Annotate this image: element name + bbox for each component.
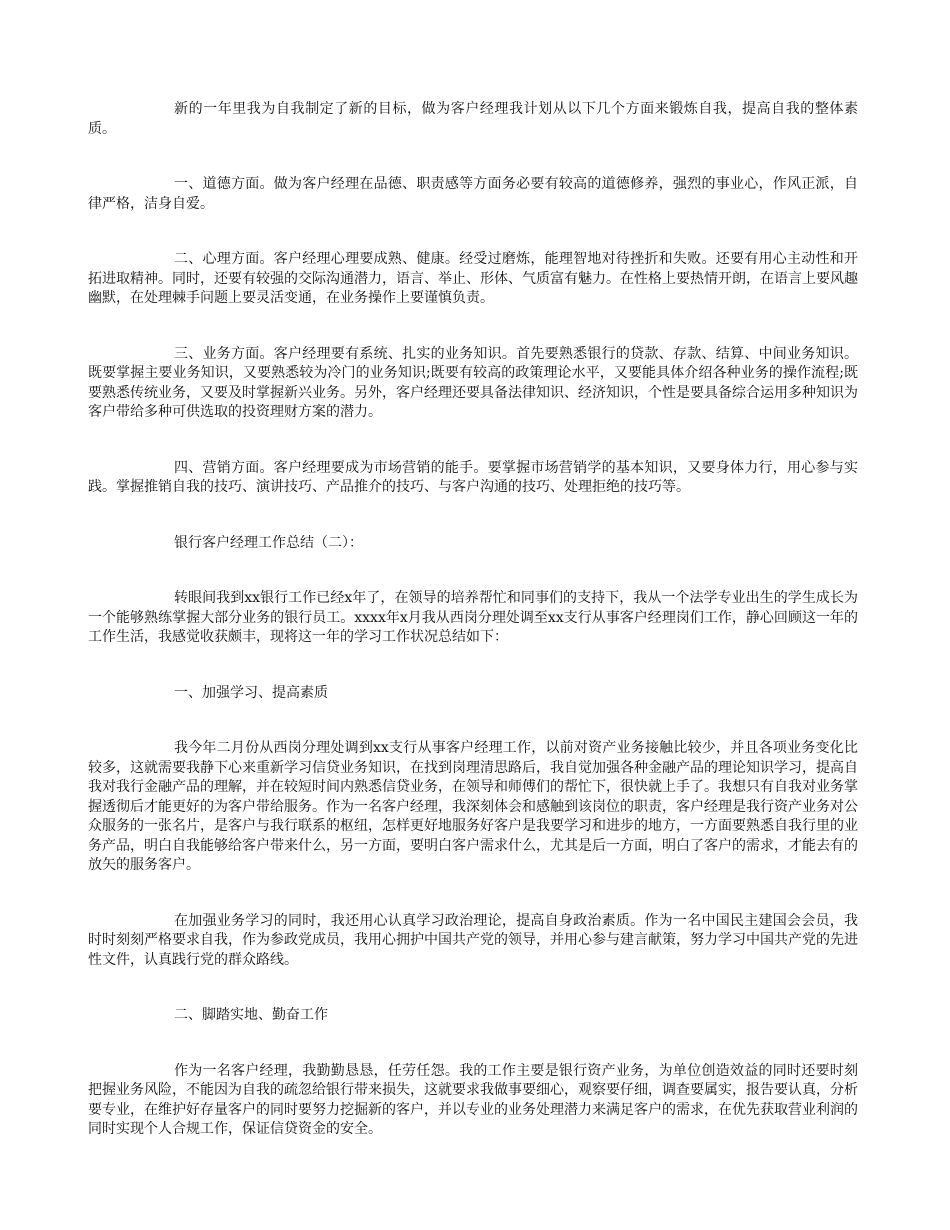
section-title: 银行客户经理工作总结（二）： [174, 534, 363, 551]
business-paragraph: 三、业务方面。客户经理要有系统、扎实的业务知识。首先要熟悉银行的贷款、存款、结算、中间业务知识。既要掌握主要业务知识，又要熟悉较为冷门的业务知识;既要有较高的政策理论水平，又要能具体介绍各种业务的操作流程;既要熟悉传统业务，又要及时掌握新兴业务。另外，客户经理还要具备法律知识、经济知识，个性是要具备综合运用多种知识为客户带给多种可供选取的投资理财方案的潜力。 [88, 345, 858, 420]
marketing-paragraph: 四、营销方面。客户经理要成为市场营销的能手。要掌握市场营销学的基本知识，又要身体力行，用心参与实践。掌握推销自我的技巧、演讲技巧、产品推介的技巧、与客户沟通的技巧、处理拒绝的技巧等。 [88, 459, 858, 495]
work-paragraph: 作为一名客户经理，我勤勤恳恳，任劳任怨。我的工作主要是银行资产业务，为单位创造效益的同时还要时刻把握业务风险，不能因为自我的疏忽给银行带来损失，这就要求我做事要细心，观察要仔细，调查要属实，报告要认真，分析要专业，在维护好存量客户的同时要努力挖掘新的客户，并以专业的业务处理潜力来满足客户的需求，在优先获取营业利润的同时实现个人合规工作，保证信贷资金的安全。 [88, 1062, 858, 1137]
politics-paragraph: 在加强业务学习的同时，我还用心认真学习政治理论，提高自身政治素质。作为一名中国民主建国会会员，我时时刻刻严格要求自我，作为参政党成员，我用心拥护中国共产党的领导，并用心参与建言献策，努力学习中国共产党的先进性文件，认真践行党的群众路线。 [88, 912, 858, 968]
morality-paragraph: 一、道德方面。做为客户经理在品德、职责感等方面务必要有较高的道德修养，强烈的事业心，作风正派，自律严格，洁身自爱。 [88, 176, 858, 212]
psychology-paragraph: 二、心理方面。客户经理心理要成熟、健康。经受过磨炼，能理智地对待挫折和失败。还要有用心主动性和开拓进取精神。同时，还要有较强的交际沟通潜力，语言、举止、形体、气质富有魅力。在性格上要热情开朗，在语言上要风趣幽默，在处理棘手问题上要灵活变通，在业务操作上要谨慎负责。 [88, 251, 858, 306]
heading-study: 一、加强学习、提高素质 [174, 684, 328, 701]
study-paragraph: 我今年二月份从西岗分理处调到xx支行从事客户经理工作，以前对资产业务接触比较少，并且各项业务变化比较多，这就需要我静下心来重新学习信贷业务知识，在找到岗理清思路后，我自觉加强各种金融产品的理论知识学习，提高自我对我行金融产品的理解，并在较短时间内熟悉信贷业务，在领导和师傅们的帮忙下，很快就上手了。我想只有自我对业务掌握透彻后才能更好的为客户带给服务。作为一名客户经理，我深刻体会和感触到该岗位的职责，客户经理是我行资产业务对公众服务的一张名片，是客户与我行联系的枢纽，怎样更好地服务好客户是我要学习和进步的地方，一方面要熟悉自我行里的业务产品，明白自我能够给客户带来什么，另一方面，要明白客户需求什么，尤其是后一方面，明白了客户的需求，才能去有的放矢的服务客户。 [88, 740, 858, 873]
summary-intro-paragraph: 转眼间我到xx银行工作已经x年了，在领导的培养帮忙和同事们的支持下，我从一个法学专业出生的学生成长为一个能够熟练掌握大部分业务的银行员工。xxxx年x月我从西岗分理处调至xx支行从事客户经理岗们工作，静心回顾这一年的工作生活，我感觉收获颇丰，现将这一年的学习工作状况总结如下： [88, 590, 858, 645]
intro-paragraph: 新的一年里我为自我制定了新的目标，做为客户经理我计划从以下几个方面来锻炼自我，提高自我的整体素质。 [88, 101, 858, 137]
document-body [88, 100, 858, 1176]
heading-work: 二、脚踏实地、勤奋工作 [174, 1007, 328, 1023]
